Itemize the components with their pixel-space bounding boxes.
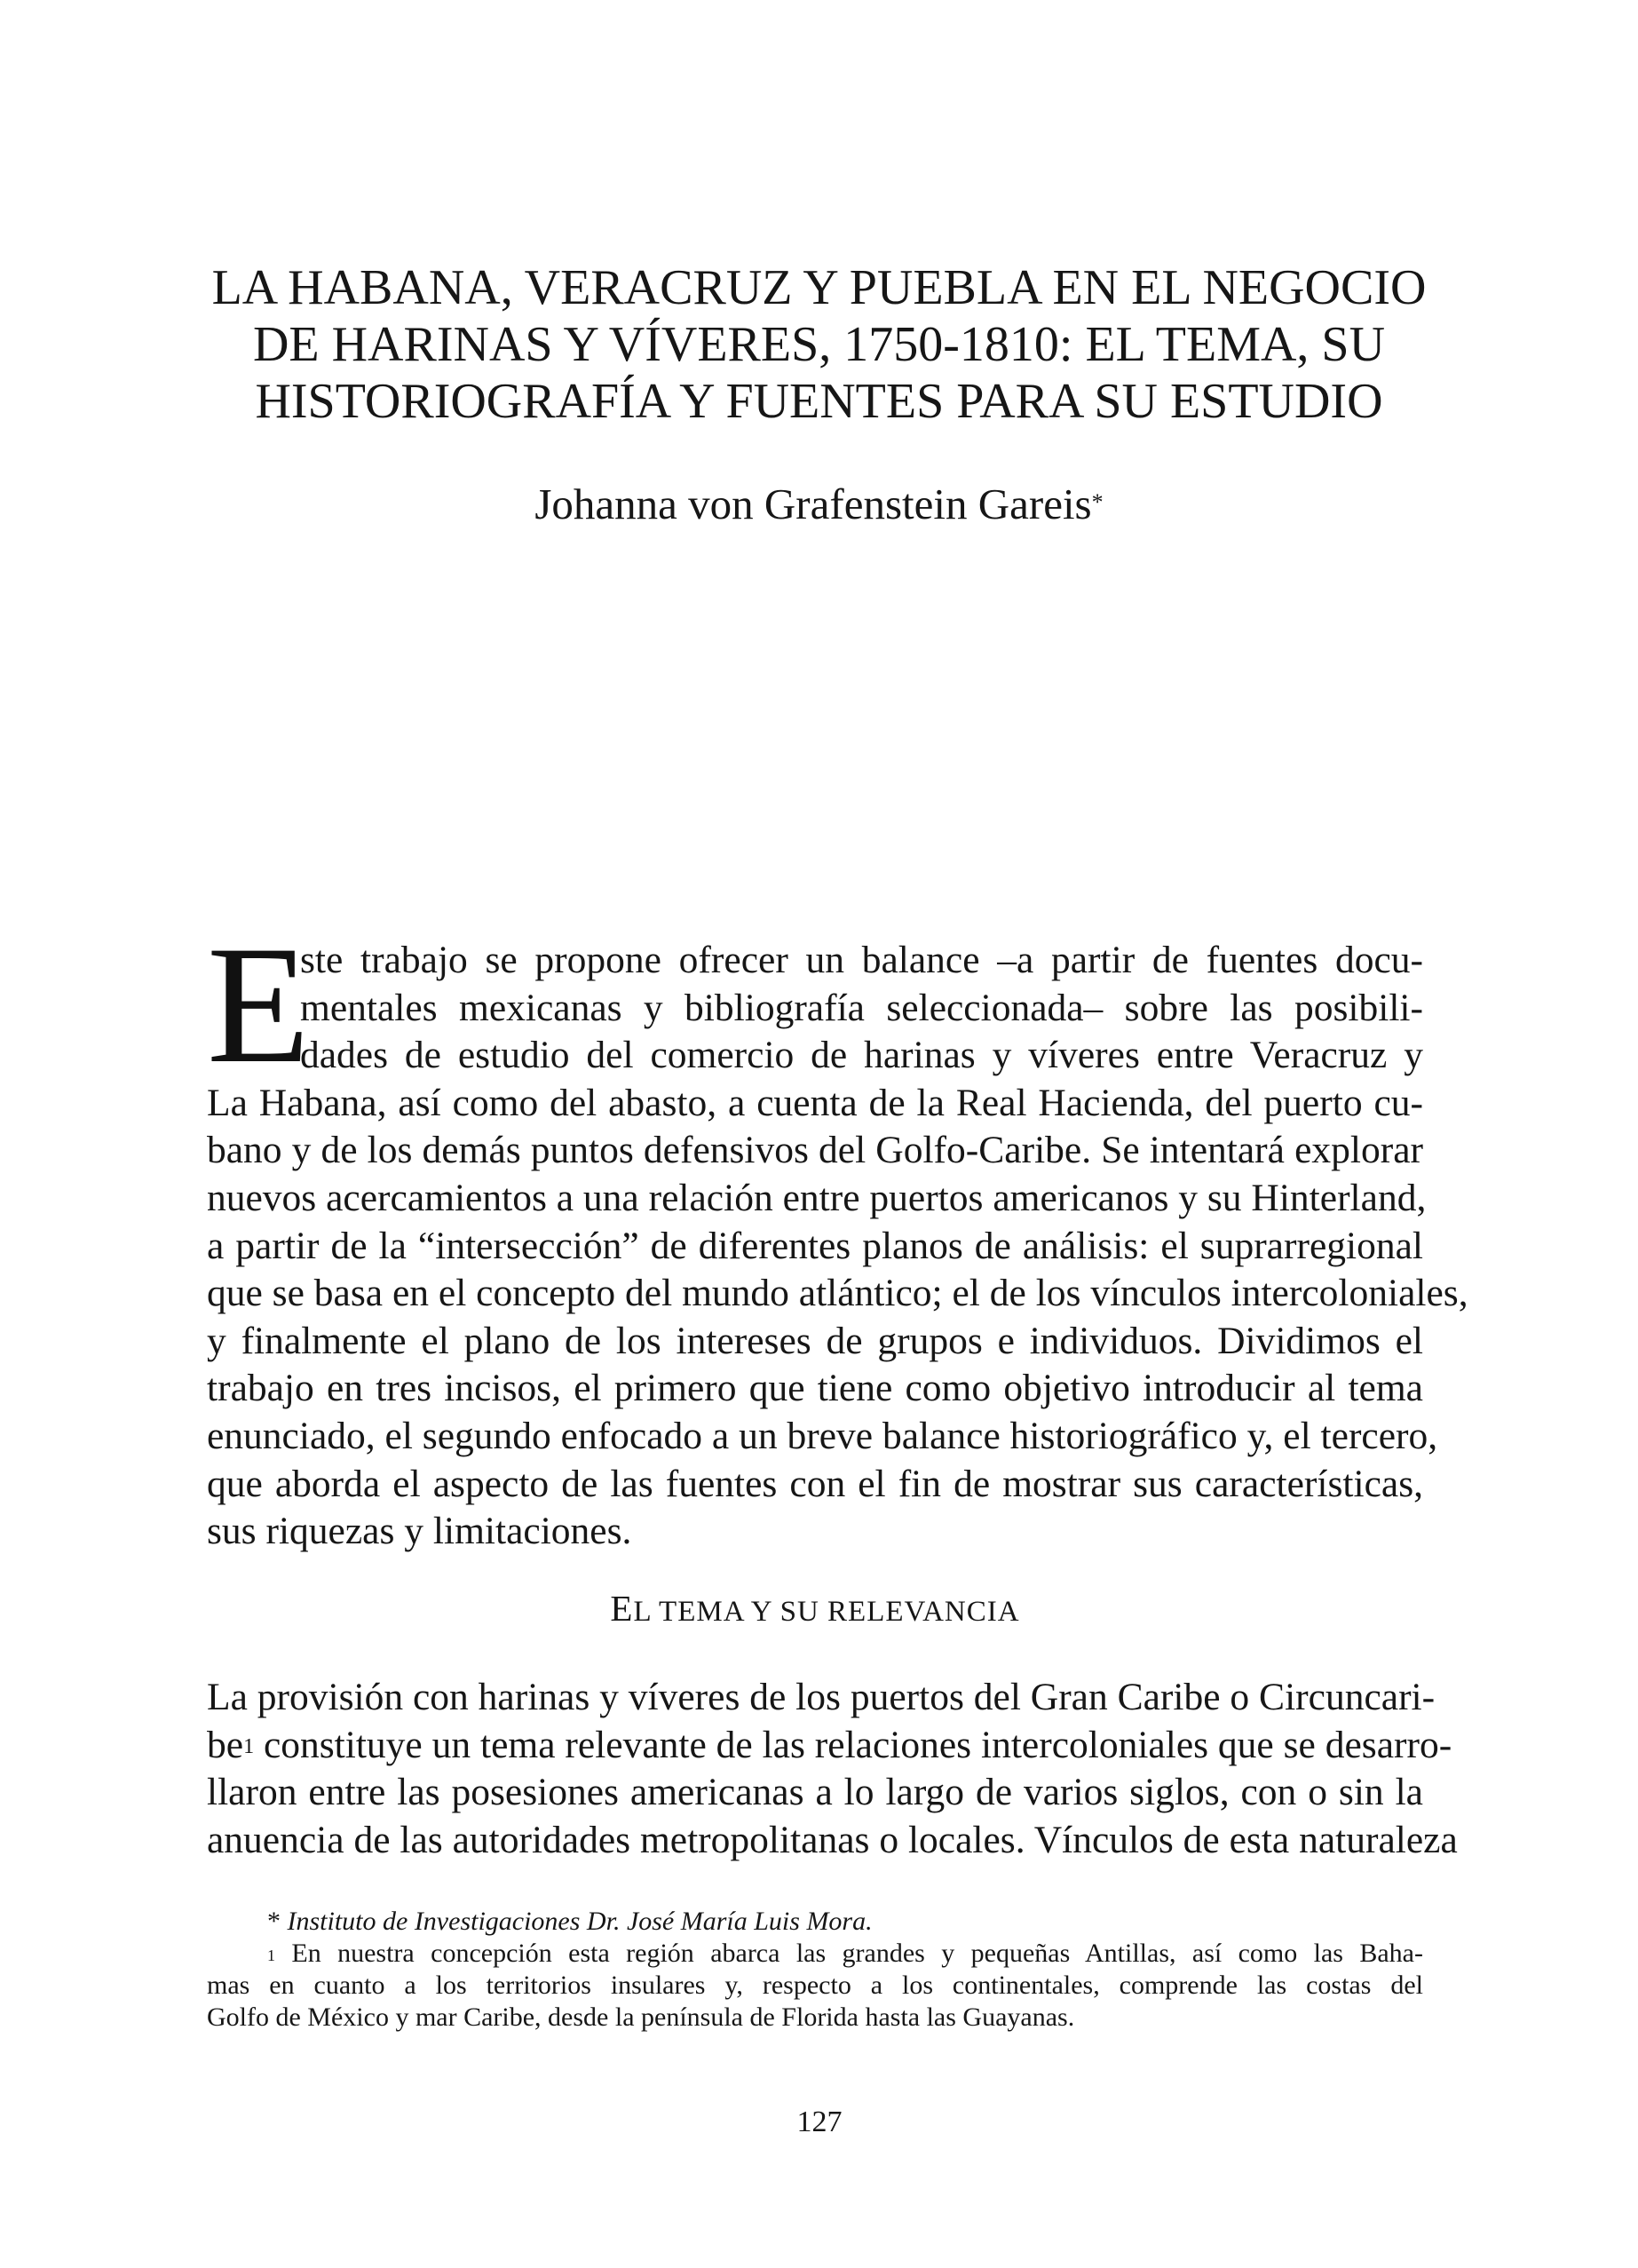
abstract-line: enunciado, el segundo enfocado a un breve balance historiográfico y, el tercero, [207,1414,1438,1457]
body-line: anuencia de las autoridades metropolitanas o locales. Vínculos de esta naturaleza [207,1818,1458,1861]
footnote-ref-1: 1 [243,1734,255,1758]
footnote-1-text: En nuestra concepción esta región abarca las grandes y pequeñas Antillas, así como las Baha- [275,1939,1423,1968]
abstract-line: ste trabajo se propone ofrecer un balance –a partir de fuentes docu- [300,939,1423,981]
drop-cap: E [207,912,311,1098]
abstract-line: trabajo en tres incisos, el primero que tiene como objetivo introducir al tema [207,1367,1423,1410]
body-line [207,1722,1452,1770]
abstract-line: nuevos acercamientos a una relación entre puertos americanos y su Hinterland, [207,1176,1427,1219]
abstract-line: mentales mexicanas y bibliografía seleccionada– sobre las posibili- [300,986,1423,1029]
body-line-start: be [207,1723,244,1766]
footnote-1-mark: 1 [267,1947,275,1964]
abstract-line: bano y de los demás puntos defensivos del Golfo-Caribe. Se intentará explorar [207,1129,1423,1172]
body-line-rest: constituye un tema relevante de las relaciones intercoloniales que se desarro- [254,1723,1452,1766]
abstract-line: dades de estudio del comercio de harinas y víveres entre Veracruz y [300,1034,1423,1077]
abstract-line: a partir de la “intersección” de diferentes planos de análisis: el suprarregional [207,1224,1423,1267]
abstract-line: sus riquezas y limitaciones. [207,1510,632,1553]
footnote-1-line: mas en cuanto a los territorios insulares y, respecto a los continentales, comprende las costas del [207,1971,1423,2000]
author-name: Johanna von Grafenstein Gareis [534,480,1092,528]
footnote-1-line [207,1938,1423,1970]
author-byline [178,478,1460,531]
title-line-3: HISTORIOGRAFÍA Y FUENTES PARA SU ESTUDIO [255,374,1383,429]
abstract-indented-lines [300,937,1423,1080]
section-heading [207,1590,1423,1630]
abstract-line: y finalmente el plano de los intereses de grupos e individuos. Dividimos el [207,1319,1423,1362]
section-heading-initial: E [610,1588,634,1629]
footnote-1-line: Golfo de México y mar Caribe, desde la península de Florida hasta las Guayanas. [207,2002,1075,2032]
body-paragraph [207,1674,1458,1864]
title-line-1: LA HABANA, VERACRUZ Y PUEBLA EN EL NEGOCIO [211,260,1427,315]
abstract-line: que se basa en el concepto del mundo atlántico; el de los vínculos intercoloniales, [207,1272,1468,1315]
footnote-affiliation [207,1906,1423,1938]
abstract-line: que aborda el aspecto de las fuentes con el fin de mostrar sus características, [207,1462,1423,1505]
title-line-2: DE HARINAS Y VÍVERES, 1750-1810: EL TEMA, SU [252,317,1386,372]
page-number: 127 [796,2105,843,2138]
abstract-line: La Habana, así como del abasto, a cuenta de la Real Hacienda, del puerto cu- [207,1081,1423,1124]
abstract-body-lines [207,1080,1468,1556]
article-title [160,259,1478,430]
footnote-star-mark: * [267,1907,281,1936]
footnote-affiliation-text: Instituto de Investigaciones Dr. José María Luis Mora. [287,1907,873,1936]
body-line: llaron entre las posesiones americanas a lo largo de varios siglos, con o sin la [207,1771,1423,1814]
author-footnote-mark: * [1091,489,1104,515]
section-heading-text: L TEMA Y SU RELEVANCIA [633,1596,1020,1628]
footnotes [207,1906,1423,2034]
body-line: La provisión con harinas y víveres de los puertos del Gran Caribe o Circuncari- [207,1676,1436,1718]
